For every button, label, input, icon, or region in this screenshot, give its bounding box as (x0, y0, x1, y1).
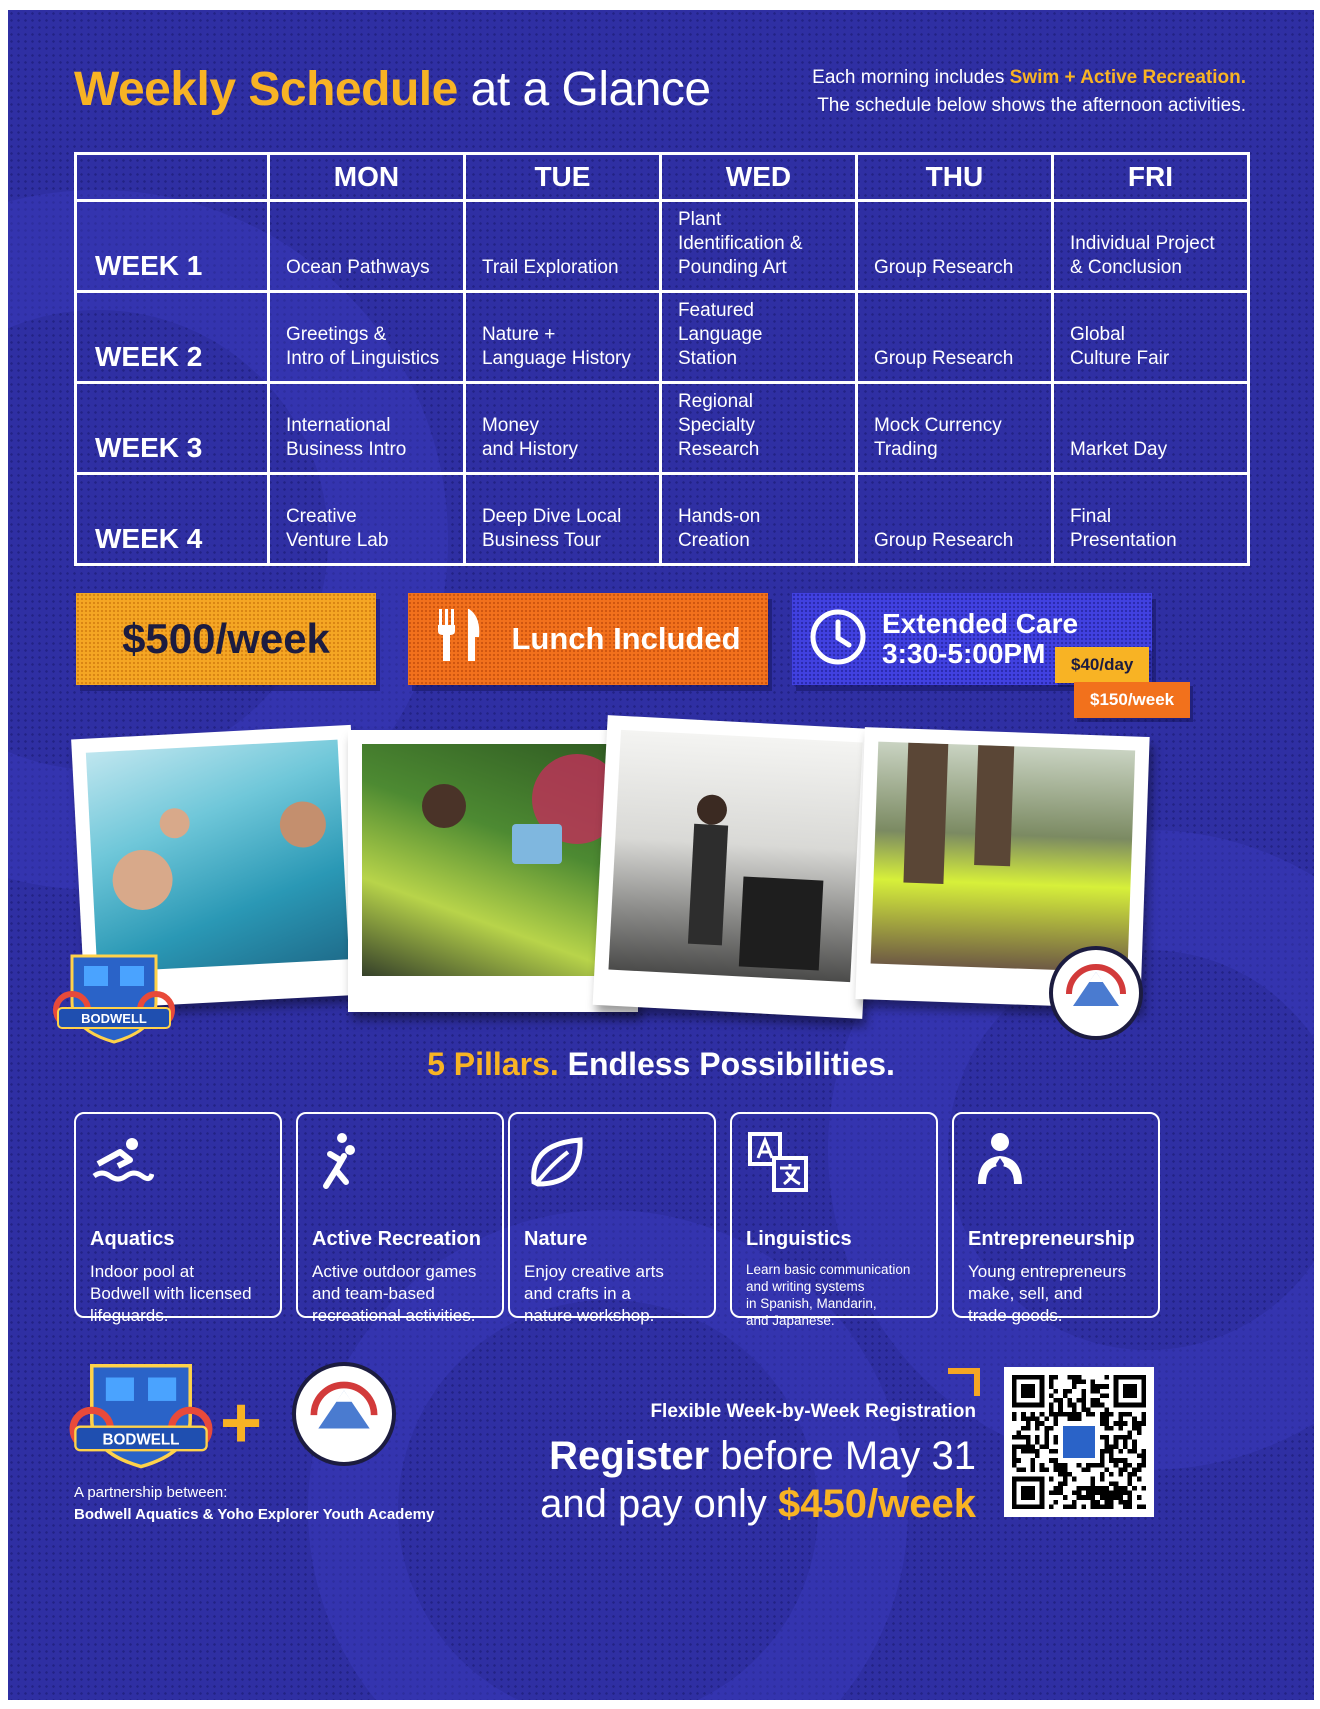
schedule-activity-cell: Nature + Language History (464, 292, 660, 383)
header-note (812, 64, 1246, 120)
corner-accent (948, 1368, 980, 1396)
registration-qr-code[interactable] (1004, 1367, 1154, 1517)
partner-names: Bodwell Aquatics & Yoho Explorer Youth Academy (74, 1506, 435, 1523)
translate-icon (746, 1130, 922, 1196)
care-hours: 3:30-5:00PM (882, 638, 1046, 669)
day-header: THU (856, 154, 1052, 201)
schedule-activity-cell: Greetings & Intro of Linguistics (268, 292, 464, 383)
ball-player-icon (312, 1130, 488, 1196)
price-badge (76, 593, 376, 685)
clock-icon (808, 607, 868, 672)
schedule-activity-cell: Final Presentation (1052, 474, 1248, 565)
plus-sign: + (220, 1383, 263, 1463)
yoho-explorer-logo (1049, 946, 1143, 1040)
schedule-activity-cell: Money and History (464, 383, 660, 474)
corner-cell (76, 154, 269, 201)
week-label: WEEK 2 (76, 292, 269, 383)
partnership-note (74, 1482, 434, 1526)
schedule-activity-cell: Hands-on Creation (660, 474, 856, 565)
svg-text:BODWELL: BODWELL (81, 1011, 147, 1026)
photo-classroom (593, 715, 878, 1019)
pillars-title-rest: Endless Possibilities. (567, 1046, 895, 1082)
schedule-activity-cell: Ocean Pathways (268, 201, 464, 292)
note-prefix: Each morning includes (812, 67, 1010, 88)
title-rest: at a Glance (470, 63, 711, 116)
pillar-name: Entrepreneurship (968, 1228, 1135, 1250)
schedule-header-row (76, 154, 1249, 201)
care-week-price: $150/week (1074, 682, 1190, 718)
schedule-activity-cell: Individual Project & Conclusion (1052, 201, 1248, 292)
schedule-activity-cell: Global Culture Fair (1052, 292, 1248, 383)
registration-deadline (549, 1434, 976, 1479)
pillars-title (8, 1046, 1314, 1083)
schedule-week-row (76, 201, 1249, 292)
pillar-name: Aquatics (90, 1228, 175, 1250)
schedule-activity-cell: Featured Language Station (660, 292, 856, 383)
schedule-activity-cell: Deep Dive Local Business Tour (464, 474, 660, 565)
pillar-name: Linguistics (746, 1228, 852, 1250)
partner-label: A partnership between: (74, 1484, 228, 1501)
page-title (74, 62, 711, 117)
pillar-linguistics (730, 1112, 938, 1328)
week-label: WEEK 1 (76, 201, 269, 292)
day-header: WED (660, 154, 856, 201)
yoho-explorer-logo-footer (292, 1362, 396, 1466)
note-highlight: Swim + Active Recreation. (1009, 67, 1246, 88)
early-price-value: $450/week (778, 1482, 976, 1526)
person-icon (968, 1130, 1144, 1196)
schedule-activity-cell: Market Day (1052, 383, 1248, 474)
title-highlight: Weekly Schedule (74, 63, 458, 116)
pillar-name: Nature (524, 1228, 588, 1250)
schedule-activity-cell: International Business Intro (268, 383, 464, 474)
pillar-desc: Young entrepreneurs make, sell, and trade goods. (968, 1262, 1127, 1325)
schedule-table (74, 152, 1250, 566)
pillar-desc: Enjoy creative arts and crafts in a nature workshop. (524, 1262, 664, 1325)
pillar-desc: Indoor pool at Bodwell with licensed lifeguards. (90, 1262, 252, 1325)
svg-text:BODWELL: BODWELL (102, 1431, 180, 1449)
schedule-activity-cell: Plant Identification & Pounding Art (660, 201, 856, 292)
pillar-aquatics (74, 1112, 282, 1325)
care-title: Extended Care (882, 608, 1079, 639)
schedule-activity-cell: Group Research (856, 474, 1052, 565)
pillars-title-highlight: 5 Pillars. (427, 1046, 559, 1082)
day-header: FRI (1052, 154, 1248, 201)
pillar-active-recreation (296, 1112, 504, 1325)
bodwell-aquatics-logo-footer (66, 1360, 216, 1475)
week-label: WEEK 4 (76, 474, 269, 565)
schedule-week-row (76, 383, 1249, 474)
schedule-activity-cell: Mock Currency Trading (856, 383, 1052, 474)
schedule-week-row (76, 292, 1249, 383)
note-line2: The schedule below shows the afternoon activities. (817, 95, 1246, 116)
price-text: $500/week (122, 615, 330, 662)
pillar-desc: Learn basic communication and writing systems in Spanish, Mandarin, and Japanese. (746, 1262, 911, 1328)
bodwell-aquatics-logo (50, 952, 178, 1049)
lunch-text: Lunch Included (511, 621, 741, 656)
pillar-entrepreneurship (952, 1112, 1160, 1325)
register-rest: before May 31 (709, 1434, 976, 1478)
pillar-name: Active Recreation (312, 1228, 481, 1250)
pillar-desc: Active outdoor games and team-based recreational activities. (312, 1262, 477, 1325)
register-word: Register (549, 1434, 710, 1478)
care-day-price: $40/day (1055, 647, 1149, 683)
schedule-week-row (76, 474, 1249, 565)
pillar-nature (508, 1112, 716, 1325)
schedule-activity-cell: Group Research (856, 201, 1052, 292)
leaf-icon (524, 1130, 700, 1196)
fork-knife-icon (435, 607, 483, 671)
swimmer-icon (90, 1130, 266, 1196)
lunch-badge (408, 593, 768, 685)
day-header: MON (268, 154, 464, 201)
schedule-activity-cell: Regional Specialty Research (660, 383, 856, 474)
early-price (540, 1482, 976, 1527)
early-price-prefix: and pay only (540, 1482, 779, 1526)
schedule-activity-cell: Trail Exploration (464, 201, 660, 292)
registration-note: Flexible Week-by-Week Registration (650, 1401, 976, 1422)
schedule-activity-cell: Creative Venture Lab (268, 474, 464, 565)
week-label: WEEK 3 (76, 383, 269, 474)
schedule-activity-cell: Group Research (856, 292, 1052, 383)
flyer-page (8, 10, 1314, 1700)
day-header: TUE (464, 154, 660, 201)
